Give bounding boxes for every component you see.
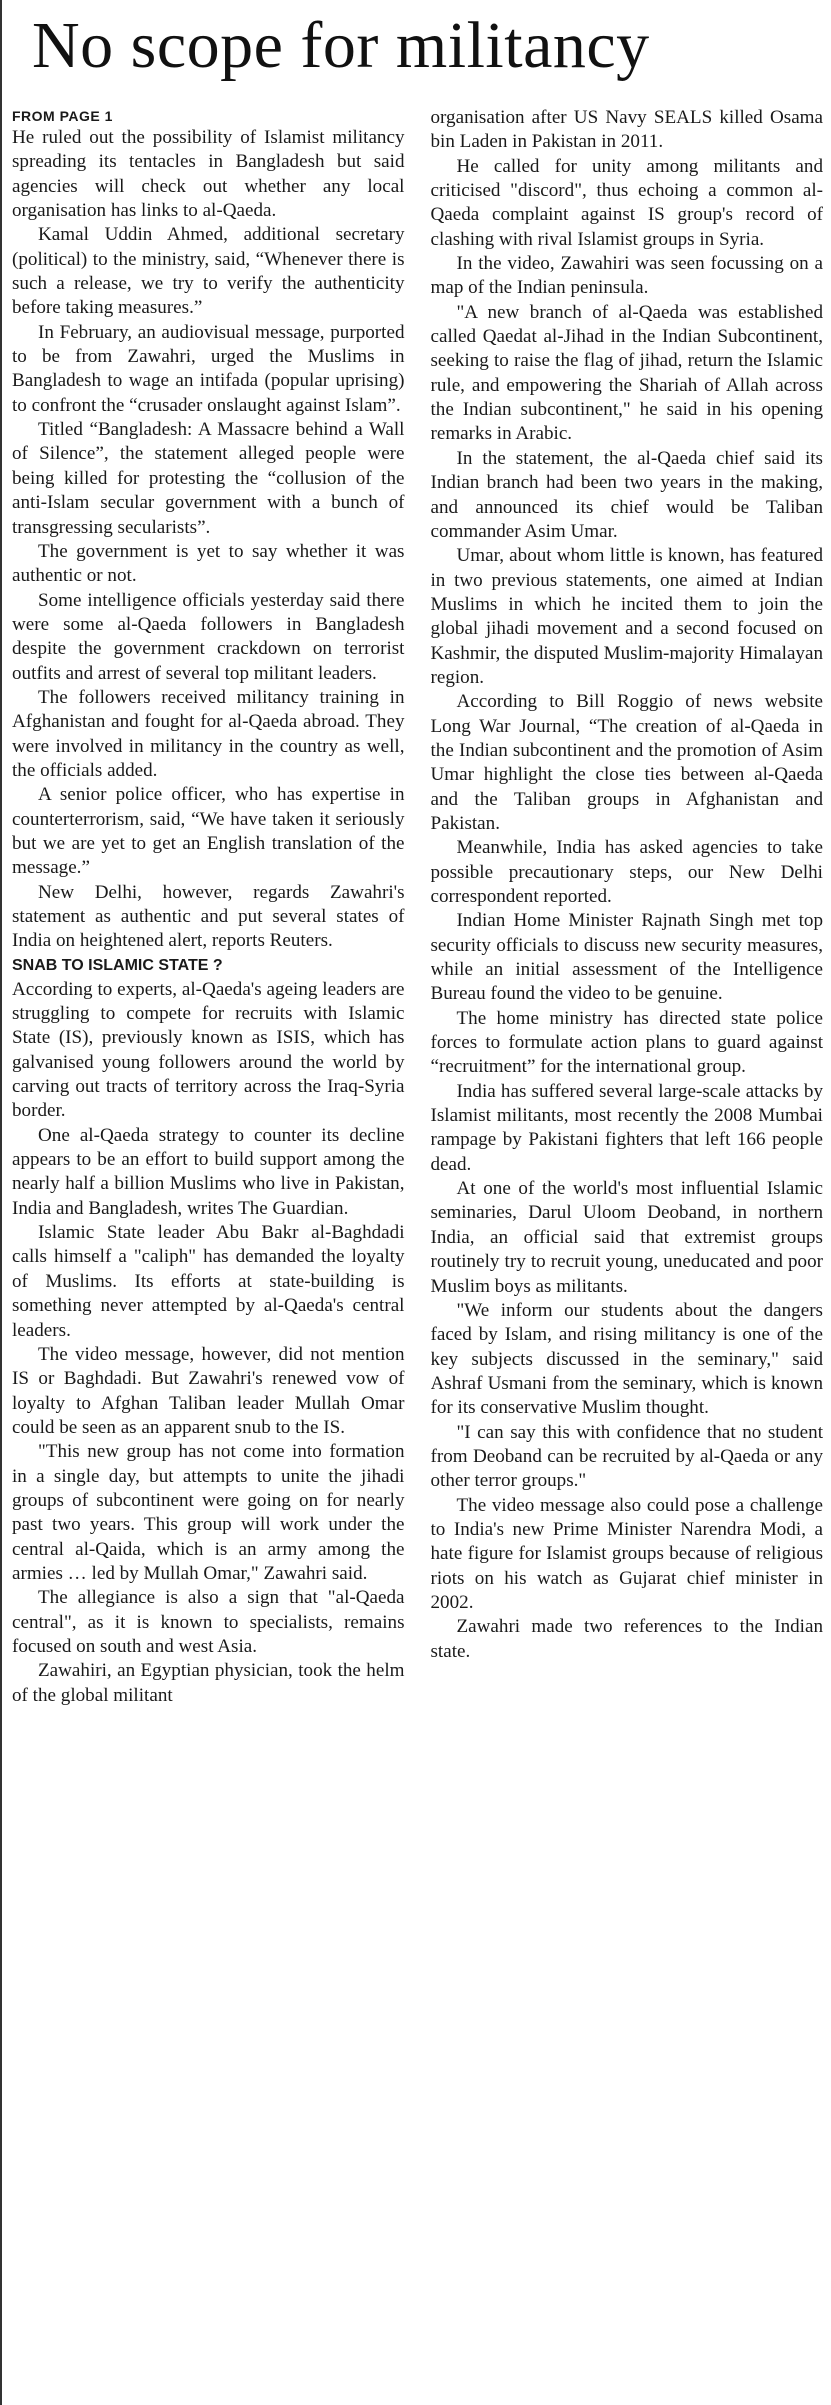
- left-paragraphs-group: [12, 126, 405, 954]
- article-paragraph: "We inform our students about the dangers faced by Islam, and rising militancy is one of the key subjects discussed in the seminary," said Ashraf Usmani from the seminary, which is known for its conservative Muslim thought.: [430, 1299, 823, 1419]
- article-paragraph: He ruled out the possibility of Islamist militancy spreading its tentacles in Bangladesh but said agencies will check out whether any local organisation has links to al-Qaeda.: [12, 127, 405, 222]
- article-paragraph: India has suffered several large-scale attacks by Islamist militants, most recently the 2008 Mumbai rampage by Pakistani fighters that left 166 people dead.: [430, 1080, 823, 1175]
- article-paragraph: The followers received militancy training in Afghanistan and fought for al-Qaeda abroad. They were involved in militancy in the country as well, the officials added.: [12, 686, 405, 781]
- article-paragraph: Zawahri made two references to the Indian state.: [430, 1616, 823, 1662]
- left-paragraphs-group-2: [12, 978, 405, 1708]
- right-column: [431, 106, 824, 2405]
- article-paragraph: Umar, about whom little is known, has featured in two previous statements, one aimed at Indian Muslims in which he incited them to join the global jihadi movement and a second focused on Kashmir, the disputed Muslim-majority Himalayan region.: [430, 545, 823, 688]
- article-columns: [12, 106, 823, 2405]
- article-paragraph: "A new branch of al-Qaeda was established called Qaedat al-Jihad in the Indian Subcontinent, seeking to raise the flag of jihad, return the Islamic rule, and empowering the Shariah of Allah across the Indian subcontinent," he said in his opening remarks in Arabic.: [430, 301, 823, 445]
- article-paragraph: In the statement, the al-Qaeda chief said its Indian branch had been two years in the making, and announced its chief would be Taliban commander Asim Umar.: [430, 447, 823, 542]
- article-paragraph: The government is yet to say whether it was authentic or not.: [12, 540, 405, 587]
- headline: No scope for militancy: [32, 9, 650, 82]
- article-paragraph: Islamic State leader Abu Bakr al-Baghdadi calls himself a "caliph" has demanded the loyalty of Muslims. Its efforts at state-building is something never attempted by al-Qaeda's central leaders.: [12, 1222, 405, 1341]
- article-paragraph: Titled “Bangladesh: A Massacre behind a Wall of Silence”, the statement alleged people were being killed for protesting the “collusion of the anti-Islam secular government with a bunch of transgressing secularists”.: [12, 419, 405, 538]
- article-paragraph: The video message also could pose a challenge to India's new Prime Minister Narendra Modi, a hate figure for Islamist groups because of religious riots on his watch as Gujarat chief minister in 2002.: [430, 1494, 823, 1613]
- article-paragraph: At one of the world's most influential Islamic seminaries, Darul Uloom Deoband, in northern India, an official said that extremist groups routinely try to recruit young, uneducated and poor Muslim boys as militants.: [430, 1178, 823, 1297]
- article-paragraph: Meanwhile, India has asked agencies to take possible precautionary steps, our New Delhi correspondent reported.: [430, 837, 823, 907]
- article-paragraph: The allegiance is also a sign that "al-Qaeda central", as it is known to specialists, remains focused on south and west Asia.: [12, 1587, 405, 1657]
- article-paragraph: According to experts, al-Qaeda's ageing leaders are struggling to compete for recruits with Islamic State (IS), previously known as ISIS, which has galvanised young followers around the world by carving out tracts of territory across the Iraq-Syria border.: [12, 978, 405, 1122]
- article-paragraph: He called for unity among militants and criticised "discord", thus echoing a common al-Qaeda complaint against IS group's record of clashing with rival Islamist groups in Syria.: [430, 155, 823, 250]
- article-paragraph: New Delhi, however, regards Zawahri's statement as authentic and put several states of India on heightened alert, reports Reuters.: [12, 881, 405, 952]
- subhead: SNAB TO ISLAMIC STATE ?: [12, 956, 223, 974]
- article-paragraph: Zawahiri, an Egyptian physician, took the helm of the global militant: [12, 1660, 405, 1706]
- article-paragraph: One al-Qaeda strategy to counter its decline appears to be an effort to build support among the nearly half a billion Muslims who live in Pakistan, India and Bangladesh, writes The Guardian.: [12, 1124, 405, 1219]
- article-paragraph: organisation after US Navy SEALS killed Osama bin Laden in Pakistan in 2011.: [430, 107, 823, 153]
- article-paragraph: The home ministry has directed state police forces to formulate action plans to guard against “recruitment” for the international group.: [430, 1007, 823, 1078]
- article-paragraph: The video message, however, did not mention IS or Baghdadi. But Zawahri's renewed vow of loyalty to Afghan Taliban leader Mullah Omar could be seen as an apparent snub to the IS.: [12, 1343, 405, 1438]
- article-paragraph: "I can say this with confidence that no student from Deoband can be recruited by al-Qaeda or any other terror groups.": [430, 1421, 823, 1492]
- article-paragraph: A senior police officer, who has expertise in counterterrorism, said, “We have taken it seriously but we are yet to get an English translation of the message.”: [12, 784, 405, 879]
- left-column: [12, 106, 405, 2405]
- right-paragraphs-group: [431, 106, 824, 1664]
- article-paragraph: Some intelligence officials yesterday said there were some al-Qaeda followers in Bangladesh despite the government crackdown on terrorist outfits and arrest of several top militant leaders.: [12, 589, 405, 684]
- article-paragraph: According to Bill Roggio of news website Long War Journal, “The creation of al-Qaeda in the Indian subcontinent and the promotion of Asim Umar highlight the close ties between al-Qaeda and the Taliban groups in Afghanistan and Pakistan.: [430, 691, 823, 834]
- article-paragraph: Indian Home Minister Rajnath Singh met top security officials to discuss new security measures, while an initial assessment of the Intelligence Bureau found the video to be genuine.: [430, 910, 823, 1005]
- article-paragraph: "This new group has not come into formation in a single day, but attempts to unite the jihadi groups of subcontinent were going on for nearly past two years. This group will work under the central al-Qaida, which is an army among the armies … led by Mullah Omar," Zawahri said.: [12, 1441, 405, 1584]
- article-paragraph: In February, an audiovisual message, purported to be from Zawahri, urged the Muslims in Bangladesh to wage an intifada (popular uprising) to confront the “crusader onslaught against Islam”.: [12, 321, 405, 416]
- kicker: FROM PAGE 1: [12, 108, 113, 124]
- article-paragraph: Kamal Uddin Ahmed, additional secretary (political) to the ministry, said, “Whenever there is such a release, we try to verify the authenticity before taking measures.”: [12, 224, 405, 319]
- article-paragraph: In the video, Zawahiri was seen focussing on a map of the Indian peninsula.: [430, 253, 823, 299]
